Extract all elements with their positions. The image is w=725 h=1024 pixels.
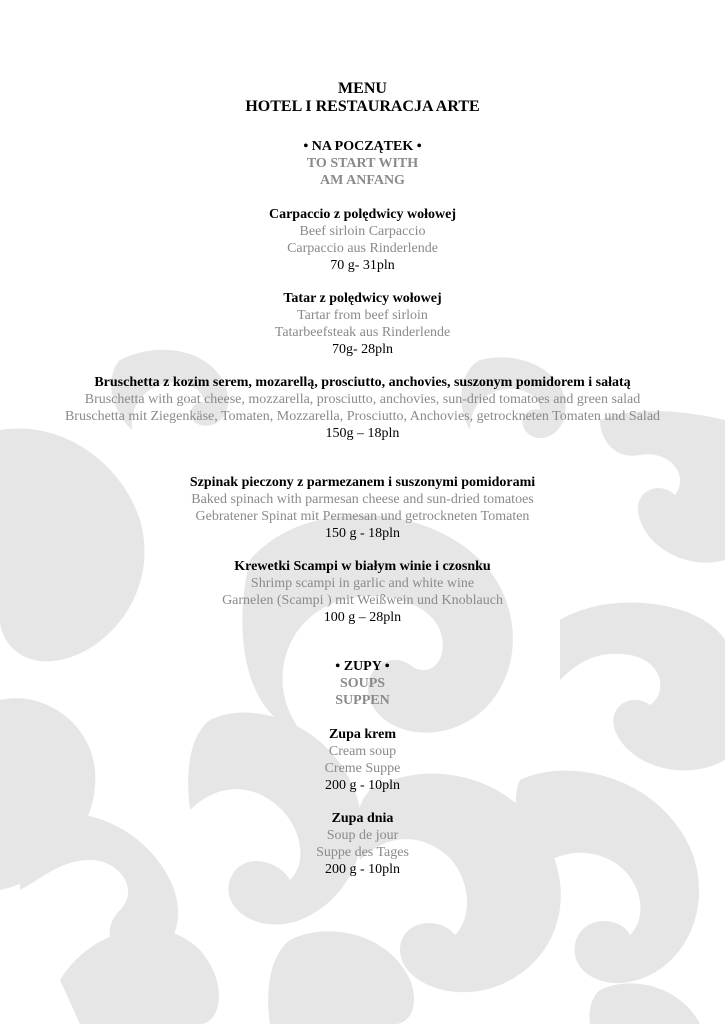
dish-name-de: Bruschetta mit Ziegenkäse, Tomaten, Mozzarella, Prosciutto, Anchovies, getrockneten Tomaten und Salad <box>64 409 661 424</box>
dish-name-en: Cream soup <box>328 744 397 759</box>
section-subtitle-en: SOUPS <box>339 676 386 691</box>
dish-name-de: Carpaccio aus Rinderlende <box>287 241 438 256</box>
dish-name-en: Soup de jour <box>326 828 399 843</box>
dish-price: 200 g - 10pln <box>324 778 401 793</box>
dish-price: 150g – 18pln <box>325 426 400 441</box>
section-subtitle-en: TO START WITH <box>306 156 419 171</box>
dish-name: Carpaccio z polędwicy wołowej <box>268 207 457 222</box>
menu-item <box>0 474 725 542</box>
dish-name-en: Baked spinach with parmesan cheese and sun-dried tomatoes <box>191 492 534 507</box>
menu-title: MENU <box>338 80 387 97</box>
section-subtitle-de: SUPPEN <box>335 693 390 708</box>
menu-item <box>0 810 725 878</box>
section-starters-header <box>0 138 725 189</box>
restaurant-name: HOTEL I RESTAURACJA ARTE <box>245 98 480 115</box>
dish-price: 150 g - 18pln <box>324 526 401 541</box>
section-title: • ZUPY • <box>335 659 390 674</box>
menu-item <box>0 374 725 442</box>
section-title: • NA POCZĄTEK • <box>303 139 422 154</box>
dish-name-de: Garnelen (Scampi ) mit Weißwein und Knoblauch <box>222 593 503 608</box>
dish-name-de: Creme Suppe <box>324 761 401 776</box>
dish-name-en: Tartar from beef sirloin <box>297 308 428 323</box>
dish-name-de: Gebratener Spinat mit Permesan und getrockneten Tomaten <box>195 509 530 524</box>
dish-name: Zupa krem <box>328 727 397 742</box>
dish-name: Tatar z polędwicy wołowej <box>283 291 442 306</box>
dish-price: 100 g – 28pln <box>323 610 402 625</box>
section-subtitle-de: AM ANFANG <box>320 173 405 188</box>
menu-item <box>0 726 725 794</box>
section-soups-header <box>0 658 725 709</box>
dish-name: Krewetki Scampi w białym winie i czosnku <box>234 559 491 574</box>
dish-name-de: Tatarbeefsteak aus Rinderlende <box>274 325 451 340</box>
dish-name: Zupa dnia <box>331 811 394 826</box>
dish-price: 70g- 28pln <box>331 342 394 357</box>
menu-item <box>0 206 725 274</box>
dish-name: Szpinak pieczony z parmezanem i suszonymi pomidorami <box>189 475 536 490</box>
dish-name-de: Suppe des Tages <box>316 845 409 860</box>
dish-name: Bruschetta z kozim serem, mozarellą, prosciutto, anchovies, suszonym pomidorem i sałatą <box>94 375 631 390</box>
menu-header <box>0 80 725 116</box>
dish-name-en: Shrimp scampi in garlic and white wine <box>250 576 475 591</box>
dish-price: 70 g- 31pln <box>330 258 395 273</box>
menu-item <box>0 290 725 358</box>
dish-name-en: Beef sirloin Carpaccio <box>299 224 426 239</box>
dish-price: 200 g - 10pln <box>324 862 401 877</box>
dish-name-en: Bruschetta with goat cheese, mozzarella, prosciutto, anchovies, sun-dried tomatoes and green salad <box>84 392 641 407</box>
menu-item <box>0 558 725 626</box>
